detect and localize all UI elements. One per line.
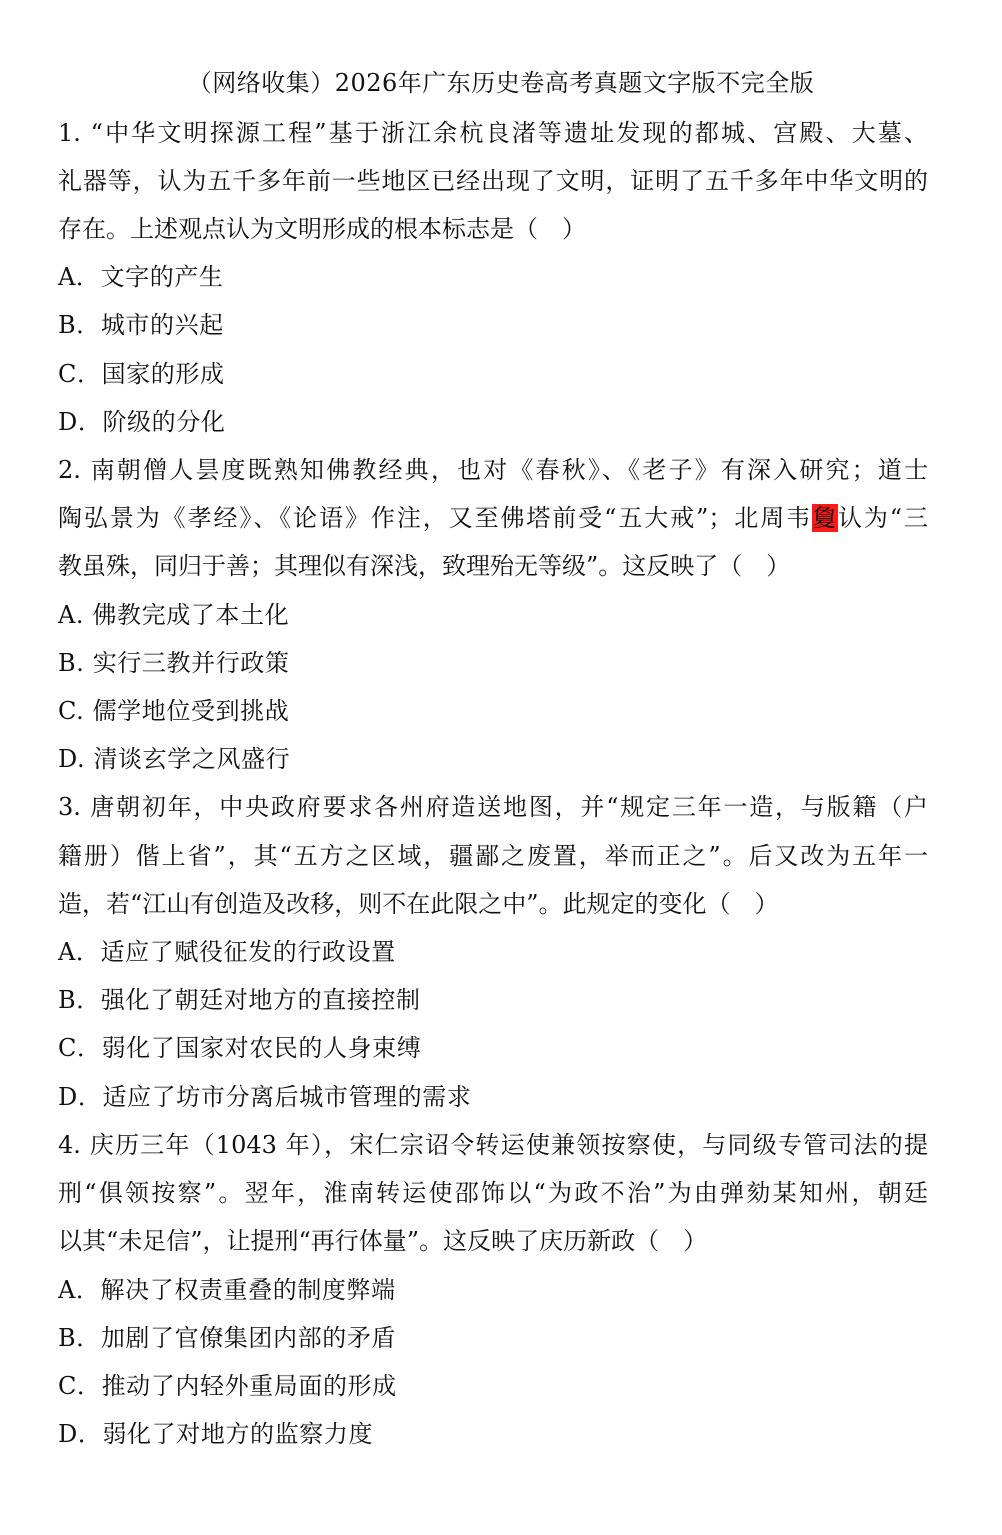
q4-option-c: C．推动了内轻外重局面的形成 <box>58 1372 397 1400</box>
q4-option-d: D．弱化了对地方的监察力度 <box>58 1420 374 1448</box>
q1-stem-line-2: 礼器等，认为五千多年前一些地区已经出现了文明，证明了五千多年中华文明的 <box>58 167 928 195</box>
q4-option-a: A．解决了权责重叠的制度弊端 <box>58 1276 396 1304</box>
q4-stem-line-1: 4. 庆历三年（1043 年），宋仁宗诏令转运使兼领按察使，与同级专管司法的提 <box>58 1131 928 1159</box>
q2-option-d: D. 清谈玄学之风盛行 <box>58 745 291 773</box>
q3-option-b: B．强化了朝廷对地方的直接控制 <box>58 986 421 1014</box>
q1-stem-line-3: 存在。上述观点认为文明形成的根本标志是（ ） <box>58 215 586 243</box>
q2-option-b: B. 实行三教并行政策 <box>58 649 290 677</box>
q2-option-a: A. 佛教完成了本土化 <box>58 601 290 629</box>
q4-stem-line-2: 刑“俱领按察”。翌年，淮南转运使邵饰以“为政不治”为由弹劾某知州，朝廷 <box>58 1179 928 1207</box>
q3-option-a: A．适应了赋役征发的行政设置 <box>58 938 396 966</box>
q1-option-b: B．城市的兴起 <box>58 311 224 339</box>
q1-option-a: A．文字的产生 <box>58 263 224 291</box>
q2-stem-line-2-text: 陶弘景为《孝经》、《论语》作注，又至佛塔前受“五大戒”；北周韦 <box>58 504 813 532</box>
q4-option-b: B．加剧了官僚集团内部的矛盾 <box>58 1324 397 1352</box>
q1-option-c: C．国家的形成 <box>58 360 225 388</box>
q2-option-c: C. 儒学地位受到挑战 <box>58 697 290 725</box>
highlighted-character: 敻 <box>812 504 838 532</box>
q2-stem-line-2 <box>58 499 928 537</box>
q2-stem-line-1: 2. 南朝僧人昙度既熟知佛教经典，也对《春秋》、《老子》有深入研究；道士 <box>58 456 928 484</box>
q3-stem-line-1: 3. 唐朝初年，中央政府要求各州府造送地图，并“规定三年一造，与版籍（户 <box>58 793 928 821</box>
q3-stem-line-2: 籍册）偕上省”，其“五方之区域，疆鄙之废置，举而正之”。后又改为五年一 <box>58 842 928 870</box>
q1-stem-line-1: 1. “中华文明探源工程”基于浙江余杭良渚等遗址发现的都城、宫殿、大墓、 <box>58 119 928 147</box>
q1-option-d: D．阶级的分化 <box>58 408 226 436</box>
q2-stem-line-3: 教虽殊，同归于善；其理似有深浅，致理殆无等级”。这反映了（ ） <box>58 552 791 580</box>
q2-stem-line-2-tail: 认为“三 <box>837 504 928 532</box>
q3-stem-line-3: 造，若“江山有创造及改移，则不在此限之中”。此规定的变化（ ） <box>58 890 779 918</box>
document-title: （网络收集）2026年广东历史卷高考真题文字版不完全版 <box>187 69 815 97</box>
q4-stem-line-3: 以其“未足信”，让提刑“再行体量”。这反映了庆历新政（ ） <box>58 1227 708 1255</box>
q3-option-d: D．适应了坊市分离后城市管理的需求 <box>58 1083 472 1111</box>
q3-option-c: C．弱化了国家对农民的人身束缚 <box>58 1034 422 1062</box>
